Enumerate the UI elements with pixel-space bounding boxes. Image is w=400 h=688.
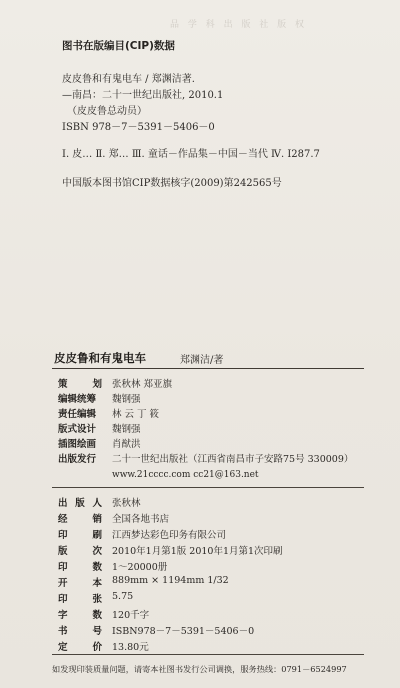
credit-value: 肖猷洪 [112,439,141,450]
credit-value: 全国各地书店 [112,514,170,525]
publisher-web-email: www.21cccc.com cc21@163.net [112,470,259,480]
cip-title-line: 皮皮鲁和有鬼电车 / 郑渊洁著. [62,74,195,85]
cip-isbn-line: ISBN 978－7－5391－5406－0 [62,122,215,133]
credit-value: 13.80元 [112,642,149,653]
separator-line [52,654,364,655]
credit-label: 定 价 [58,642,102,653]
cip-series-line: （皮皮鲁总动员） [67,106,147,117]
credit-label: 插图绘画 [58,439,97,450]
credit-value: 张秋林 郑亚旗 [112,379,173,390]
credit-value: 1～20000册 [112,562,168,573]
credit-value: 魏钢强 [112,394,141,405]
credit-value: 120千字 [112,610,150,621]
cip-record-number: 中国版本图书馆CIP数据核字(2009)第242565号 [62,178,282,189]
credit-label: 书 号 [58,626,102,637]
credit-label: 出 版 人 [58,498,102,509]
cip-publisher-line: —南昌：二十一世纪出版社, 2010.1 [62,90,224,101]
credit-label: 字 数 [58,610,102,621]
credit-label: 印 数 [58,562,102,573]
credit-value: 魏钢强 [112,424,141,435]
credit-label: 经 销 [58,514,102,525]
credit-label: 责任编辑 [58,409,97,420]
faint-header-text: 品 学 科 出 版 社 版 权 [170,20,308,30]
credit-value: 2010年1月第1版 2010年1月第1次印刷 [112,546,283,557]
cip-classification-line: Ⅰ. 皮… Ⅱ. 郑… Ⅲ. 童话－作品集－中国－当代 Ⅳ. I287.7 [62,149,320,160]
credit-label: 版式设计 [58,424,97,435]
credit-value: 889mm × 1194mm 1/32 [112,575,229,586]
credit-value: 张秋林 [112,498,141,509]
book-title-row [52,350,364,369]
book-title: 皮皮鲁和有鬼电车 [54,351,146,365]
book-author: 郑渊洁/著 [180,355,224,366]
quality-notice: 如发现印装质量问题，请寄本社图书发行公司调换，服务热线：0791－6524997 [52,664,347,674]
credit-label: 编辑统筹 [58,394,97,405]
credit-value: 江西梦达彩色印务有限公司 [112,530,227,541]
credit-value: ISBN978－7－5391－5406－0 [112,626,255,637]
credit-value: 5.75 [112,591,134,602]
credit-label: 版 次 [58,546,102,557]
credit-label: 策 划 [58,379,102,390]
separator-line [52,487,364,488]
credit-label: 出版发行 [58,454,97,465]
credit-value: 二十一世纪出版社（江西省南昌市子安路75号 330009） [112,454,354,465]
cip-heading: 图书在版编目(CIP)数据 [62,40,175,52]
credit-label: 印 张 [58,594,102,605]
credit-label: 印 刷 [58,530,102,541]
credit-label: 开 本 [58,578,102,589]
credit-value: 林 云 丁 筱 [112,409,160,420]
